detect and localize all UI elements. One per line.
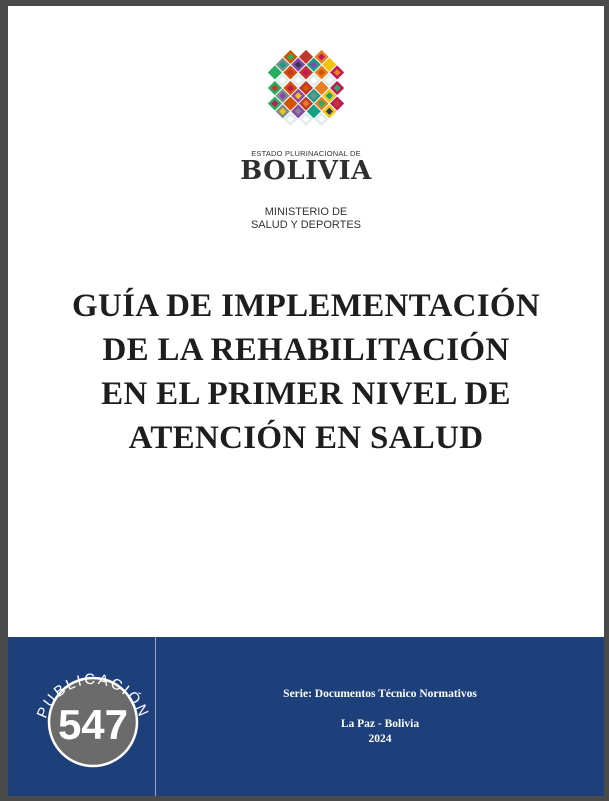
lugar-label: La Paz - Bolivia <box>340 718 420 730</box>
badge-publicacion-label: PUBLICACIÓN <box>33 670 153 721</box>
document-page <box>8 6 604 796</box>
document-title <box>8 284 604 460</box>
chakana-emblem-icon <box>260 42 352 134</box>
ministerio-line-1: MINISTERIO DE <box>264 206 348 218</box>
title-line-4: ATENCIÓN EN SALUD <box>128 420 484 456</box>
publicacion-badge <box>30 659 156 785</box>
title-line-1: GUÍA DE IMPLEMENTACIÓN <box>71 288 541 324</box>
bolivia-wordmark: BOLIVIA <box>240 156 372 186</box>
ministerio-label <box>8 206 604 232</box>
title-line-3: EN EL PRIMER NIVEL DE <box>101 376 511 412</box>
badge-number: 547 <box>57 701 129 748</box>
serie-label: Serie: Documentos Técnico Normativos <box>283 688 477 700</box>
footer-band <box>8 637 604 796</box>
title-line-2: DE LA REHABILITACIÓN <box>102 332 510 368</box>
lugar-block <box>156 717 604 747</box>
ministerio-line-2: SALUD Y DEPORTES <box>250 219 362 231</box>
year-label: 2024 <box>368 733 392 745</box>
estado-plurinacional-label: ESTADO PLURINACIONAL DE <box>251 149 361 158</box>
